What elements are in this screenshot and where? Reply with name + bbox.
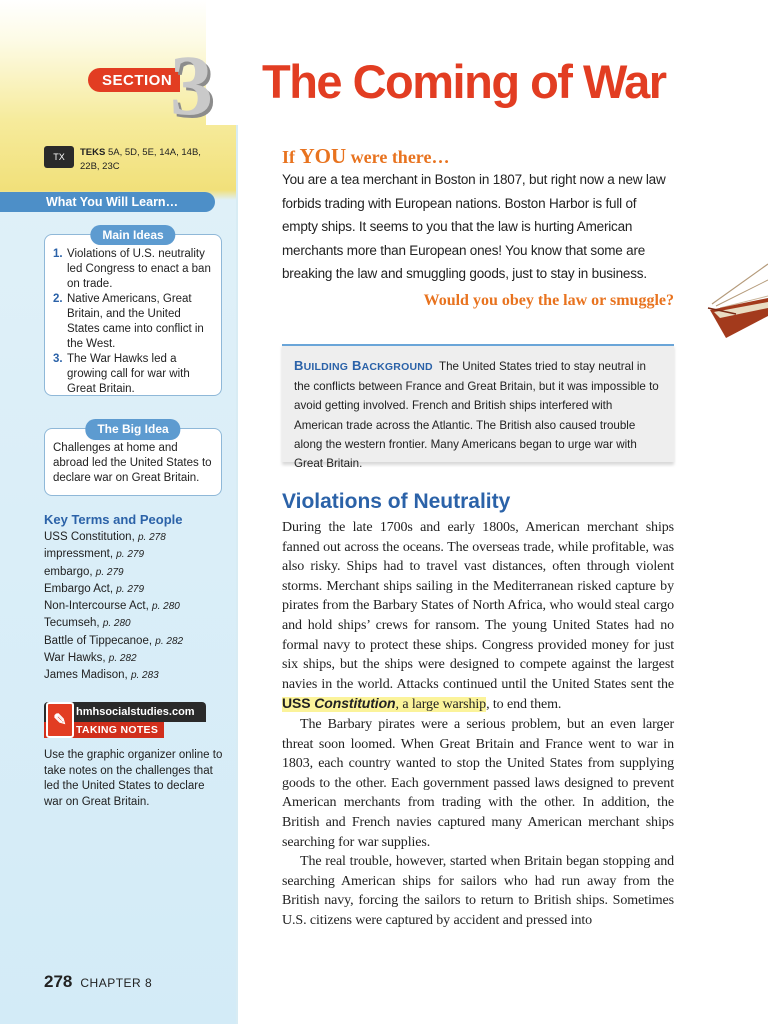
taking-notes-text: Use the graphic organizer online to take notes on the challenges that led the United States to declare war on Great Britain. xyxy=(44,749,223,808)
building-background-text: The United States tried to stay neutral in the conflicts between France and Great Britain, but it was impossible to avoid getting involved. French and British ships interfered with American trade across the Atlantic. The British also caused trouble along the western frontier. Many Americans began to urge war with Great Britain. xyxy=(294,360,659,471)
key-terms-title: Key Terms and People xyxy=(44,512,183,527)
key-term-item: Non-Intercourse Act, p. 280 xyxy=(44,600,180,613)
paragraph: The real trouble, however, started when Britain began stopping and searching American ships for sailors who had run away from the British navy, forcing the sailors to return to British ships. Sometimes U.S. citizens were captured by accident and pressed into xyxy=(282,854,674,928)
key-term-item: James Madison, p. 283 xyxy=(44,669,159,682)
page-number: 278 xyxy=(44,972,73,991)
paragraph: During the late 1700s and early 1800s, American merchant ships fanned out across the oceans. The overseas trade, while profitable, was also risky. Ships had to travel vast distances, often through violent storms. Merchant ships sailing in the Mediterranean risked capture by pirates from the Barbary States of North Africa, who would steal cargo and hold ships’ crews for ransom. The young United States had no formal navy to protect these ships. Congress provided money for just six ships, but the ships were designed to compete against the largest navies in the world. Attacks continued until the United States sent the USS Constitution, a large warship, to end them. xyxy=(282,520,674,713)
online-notes-link[interactable] xyxy=(44,702,206,738)
big-idea-box xyxy=(44,422,222,496)
taking-notes-label: TAKING NOTES xyxy=(44,722,164,738)
notebook-icon: ✎ xyxy=(46,702,74,738)
teks-standards xyxy=(44,146,214,174)
key-term-item: Tecumseh, p. 280 xyxy=(44,617,131,630)
page-title: The Coming of War xyxy=(262,55,666,108)
paragraph: The Barbary pirates were a serious problem, but an even larger threat soon loomed. When Great Britain and France went to war in 1803, each country wanted to stop the United States from supplying goods to the other. Each government passed laws designed to prevent American merchants from trading with the other. In addition, the British and French navies captured many American merchant ships searching for war supplies. xyxy=(282,716,674,850)
big-idea-tab: The Big Idea xyxy=(85,419,180,440)
if-you-were-there-heading: If YOU were there… xyxy=(282,144,450,168)
key-term-item: Embargo Act, p. 279 xyxy=(44,582,145,595)
main-idea-item: 3. The War Hawks led a growing call for war with Great Britain. xyxy=(53,353,190,395)
key-term-item: USS Constitution, p. 278 xyxy=(44,531,166,543)
key-term-highlight: USS Constitution, a large warship xyxy=(282,695,487,713)
teks-label: TEKS xyxy=(80,147,106,158)
key-term-item: War Hawks, p. 282 xyxy=(44,652,137,665)
what-you-will-learn-bar: What You Will Learn… xyxy=(0,192,215,212)
main-idea-item: 1. Violations of U.S. neutrality led Congress to enact a ban on trade. xyxy=(53,248,211,290)
key-terms-list xyxy=(44,529,224,685)
chapter-label: CHAPTER 8 xyxy=(80,976,153,990)
main-idea-item: 2. Native Americans, Great Britain, and the United States came into conflict in the West. xyxy=(53,293,204,350)
scenario-question: Would you obey the law or smuggle? xyxy=(423,292,674,309)
big-idea-text: Challenges at home and abroad led the United States to declare war on Great Britain. xyxy=(53,442,212,484)
key-term-item: Battle of Tippecanoe, p. 282 xyxy=(44,634,184,647)
main-ideas-tab: Main Ideas xyxy=(90,225,175,245)
website-label[interactable]: hmhsocialstudies.com xyxy=(44,702,206,722)
building-background-label: BUILDING BACKGROUND xyxy=(294,358,433,373)
body-text xyxy=(282,518,674,930)
section-badge: SECTION xyxy=(88,68,180,92)
section-heading: Violations of Neutrality xyxy=(282,490,511,513)
page-footer xyxy=(44,972,152,992)
key-terms xyxy=(44,512,224,685)
texas-icon: TX xyxy=(44,146,74,168)
scenario-text: You are a tea merchant in Boston in 1807, but right now a new law forbids trading with European nations. Boston Harbor is full of empty ships. It seems to you that the law is hurting American merchants more than European ones! You know that some are breaking the law and smuggling goods, just to stay in business. xyxy=(282,172,666,281)
building-background-box xyxy=(282,344,674,471)
key-term-item: impressment, p. 279 xyxy=(44,548,145,561)
main-ideas-list xyxy=(53,247,213,397)
teks-codes: 5A, 5D, 5E, 14A, 14B, 22B, 23C xyxy=(80,147,201,172)
key-term-item: embargo, p. 279 xyxy=(44,565,124,578)
main-ideas-box xyxy=(44,228,222,396)
ship-illustration xyxy=(706,258,768,348)
section-number: 3 xyxy=(170,37,213,133)
